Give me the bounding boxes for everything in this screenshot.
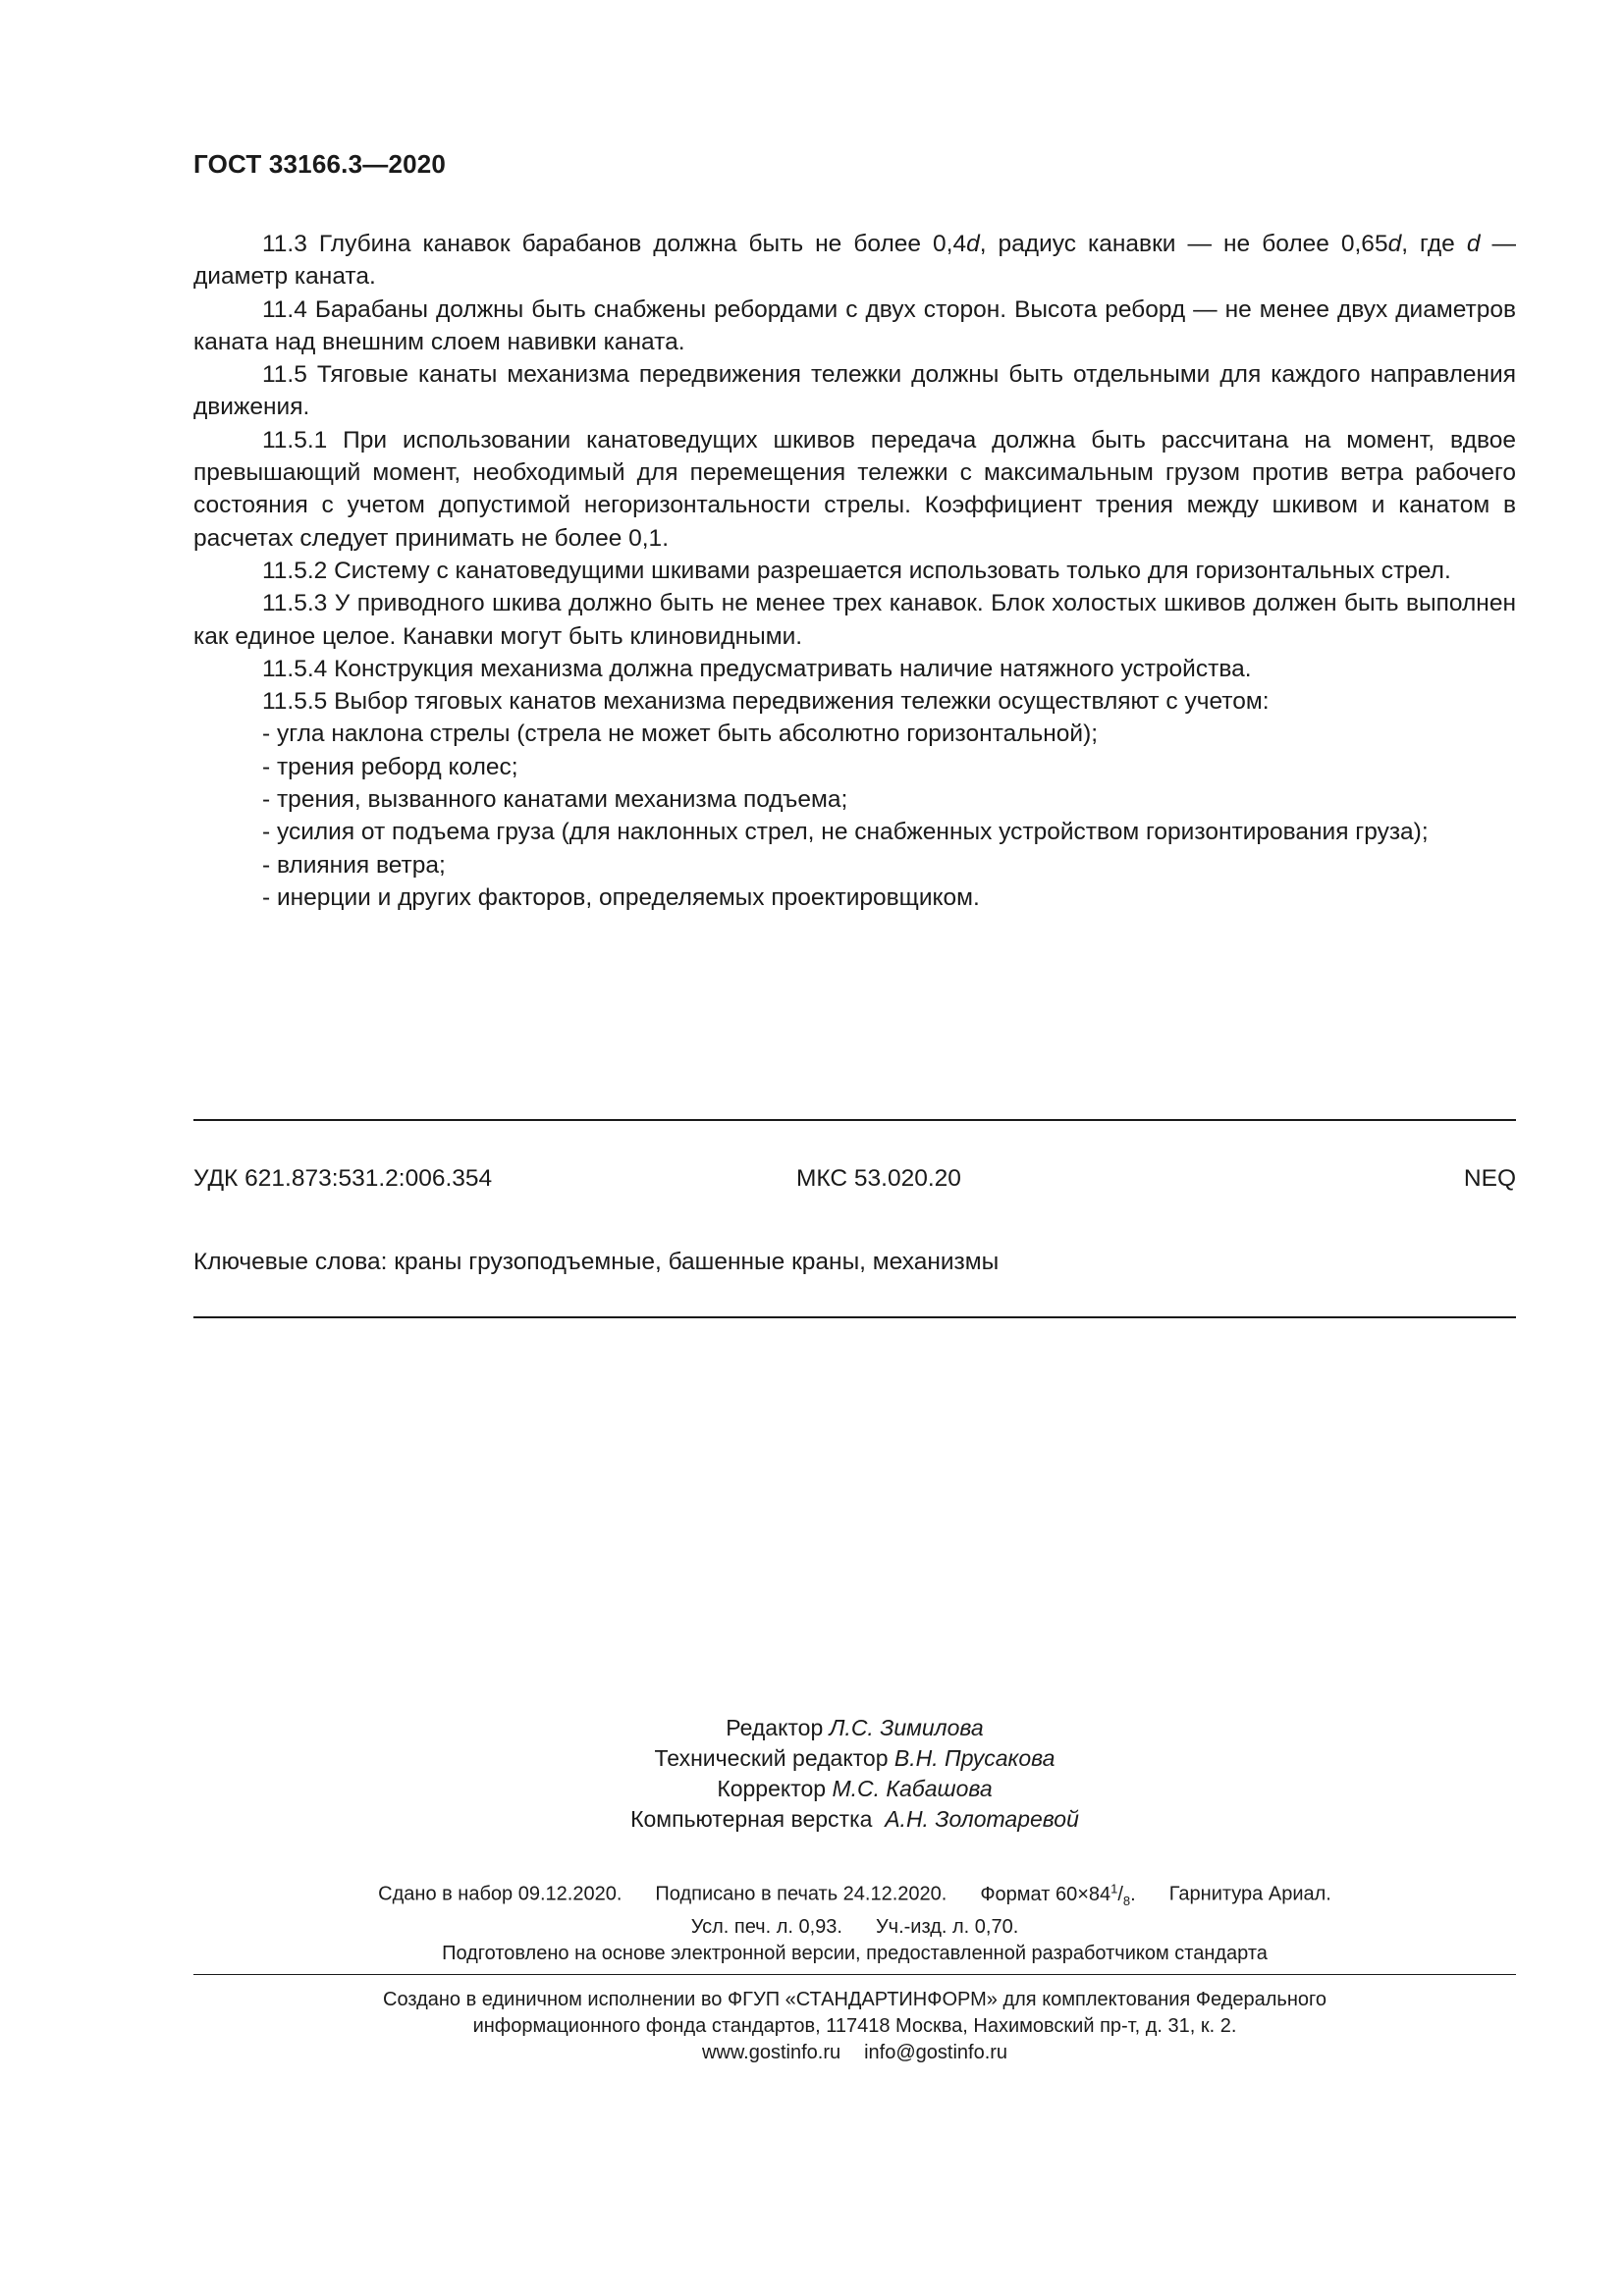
list-item: - влияния ветра;	[262, 851, 446, 879]
list-item: - угла наклона стрелы (стрела не может быть абсолютно горизонтальной);	[262, 721, 1099, 748]
format-value: Формат $60\times 84^1/_8$.	[980, 1881, 1136, 1908]
print-line-3: Подготовлено на основе электронной версии, предоставленной разработчиком стандарта	[442, 1942, 1268, 1964]
mks-code: МКС 53.020.20	[796, 1165, 961, 1192]
paragraph-11-5-2: 11.5.2 Систему с канатоведущими шкивами разрешается использовать только для горизонтальных стрел.	[262, 557, 1451, 584]
print-line-1: Сдано в набор 09.12.2020. Подписано в печать 24.12.2020. Формат $60\times 84^1/_8$. Гарнитура Ариал.	[378, 1881, 1331, 1908]
udk-code: УДК 621.873:531.2:006.354	[193, 1165, 493, 1192]
publisher-line-1: Создано в единичном исполнении во ФГУП «СТАНДАРТИНФОРМ» для комплектования Федерального	[383, 1989, 1326, 2010]
variable-d: d	[966, 231, 980, 257]
list-item: - усилия от подъема груза (для наклонных стрел, не снабженных устройством горизонтирования груза);	[262, 819, 1429, 846]
print-line-2: Усл. печ. л. 0,93. Уч.-изд. л. 0,70.	[690, 1915, 1019, 1938]
email-link[interactable]: info@gostinfo.ru	[864, 2042, 1008, 2063]
list-item: - инерции и других факторов, определяемых проектировщиком.	[262, 883, 980, 911]
publisher-contacts	[193, 2040, 1516, 2066]
neq-mark: NEQ	[1463, 1165, 1516, 1192]
publisher-info	[193, 1987, 1516, 2066]
paragraph-11-5-4: 11.5.4 Конструкция механизма должна предусматривать наличие натяжного устройства.	[262, 655, 1252, 682]
divider-line	[193, 1316, 1516, 1318]
paragraph-11-5-5: 11.5.5 Выбор тяговых канатов механизма передвижения тележки осуществляют с учетом:	[262, 688, 1270, 716]
paragraph-11-3: 11.3 Глубина канавок барабанов должна быть не более 0,4d, радиус канавки — не более 0,65d, где d — диаметр каната.	[193, 231, 1516, 291]
document-body	[193, 228, 1516, 914]
variable-d: d	[1387, 231, 1402, 257]
paragraph-11-5: 11.5 Тяговые канаты механизма передвижения тележки должны быть отдельными для каждого направления движения.	[193, 361, 1516, 421]
publisher-line-2: информационного фонда стандартов, 117418 Москва, Нахимовский пр-т, д. 31, к. 2.	[472, 2015, 1237, 2037]
paragraph-11-4: 11.4 Барабаны должны быть снабжены ребордами с двух сторон. Высота реборд — не менее двух диаметров каната над внешним слоем навивки каната.	[193, 295, 1516, 355]
editorial-credits	[193, 1713, 1516, 1835]
credit-tech-editor: Технический редактор В.Н. Прусакова	[654, 1745, 1056, 1771]
keywords-line: Ключевые слова: краны грузоподъемные, башенные краны, механизмы	[193, 1249, 1000, 1275]
credit-editor: Редактор Л.С. Зимилова	[726, 1715, 984, 1740]
paragraph-11-5-3: 11.5.3 У приводного шкива должно быть не менее трех канавок. Блок холостых шкивов должен быть выполнен как единое целое. Канавки могут быть клиновидными.	[193, 590, 1516, 650]
variable-d: d	[1466, 231, 1481, 257]
list-item: - трения, вызванного канатами механизма подъема;	[262, 786, 848, 814]
list-item: - трения реборд колес;	[262, 753, 518, 780]
credit-layout: Компьютерная верстка А.Н. Золотаревой	[630, 1806, 1079, 1832]
website-link[interactable]: www.gostinfo.ru	[701, 2042, 841, 2063]
divider-line	[193, 1974, 1516, 1975]
document-code-header: ГОСТ 33166.3—2020	[193, 149, 447, 179]
divider-line	[193, 1119, 1516, 1121]
credit-corrector: Корректор М.С. Кабашова	[717, 1776, 993, 1801]
paragraph-11-5-1: 11.5.1 При использовании канатоведущих шкивов передача должна быть рассчитана на момент, вдвое превышающий момент, необходимый для перемещения тележки с максимальным грузом против ветра рабочего состояния с учетом допустимой негоризонтальности стрелы. Коэффициент трения между шкивом и канатом в расчетах следует принимать не более 0,1.	[193, 426, 1516, 552]
print-details	[193, 1875, 1516, 1967]
